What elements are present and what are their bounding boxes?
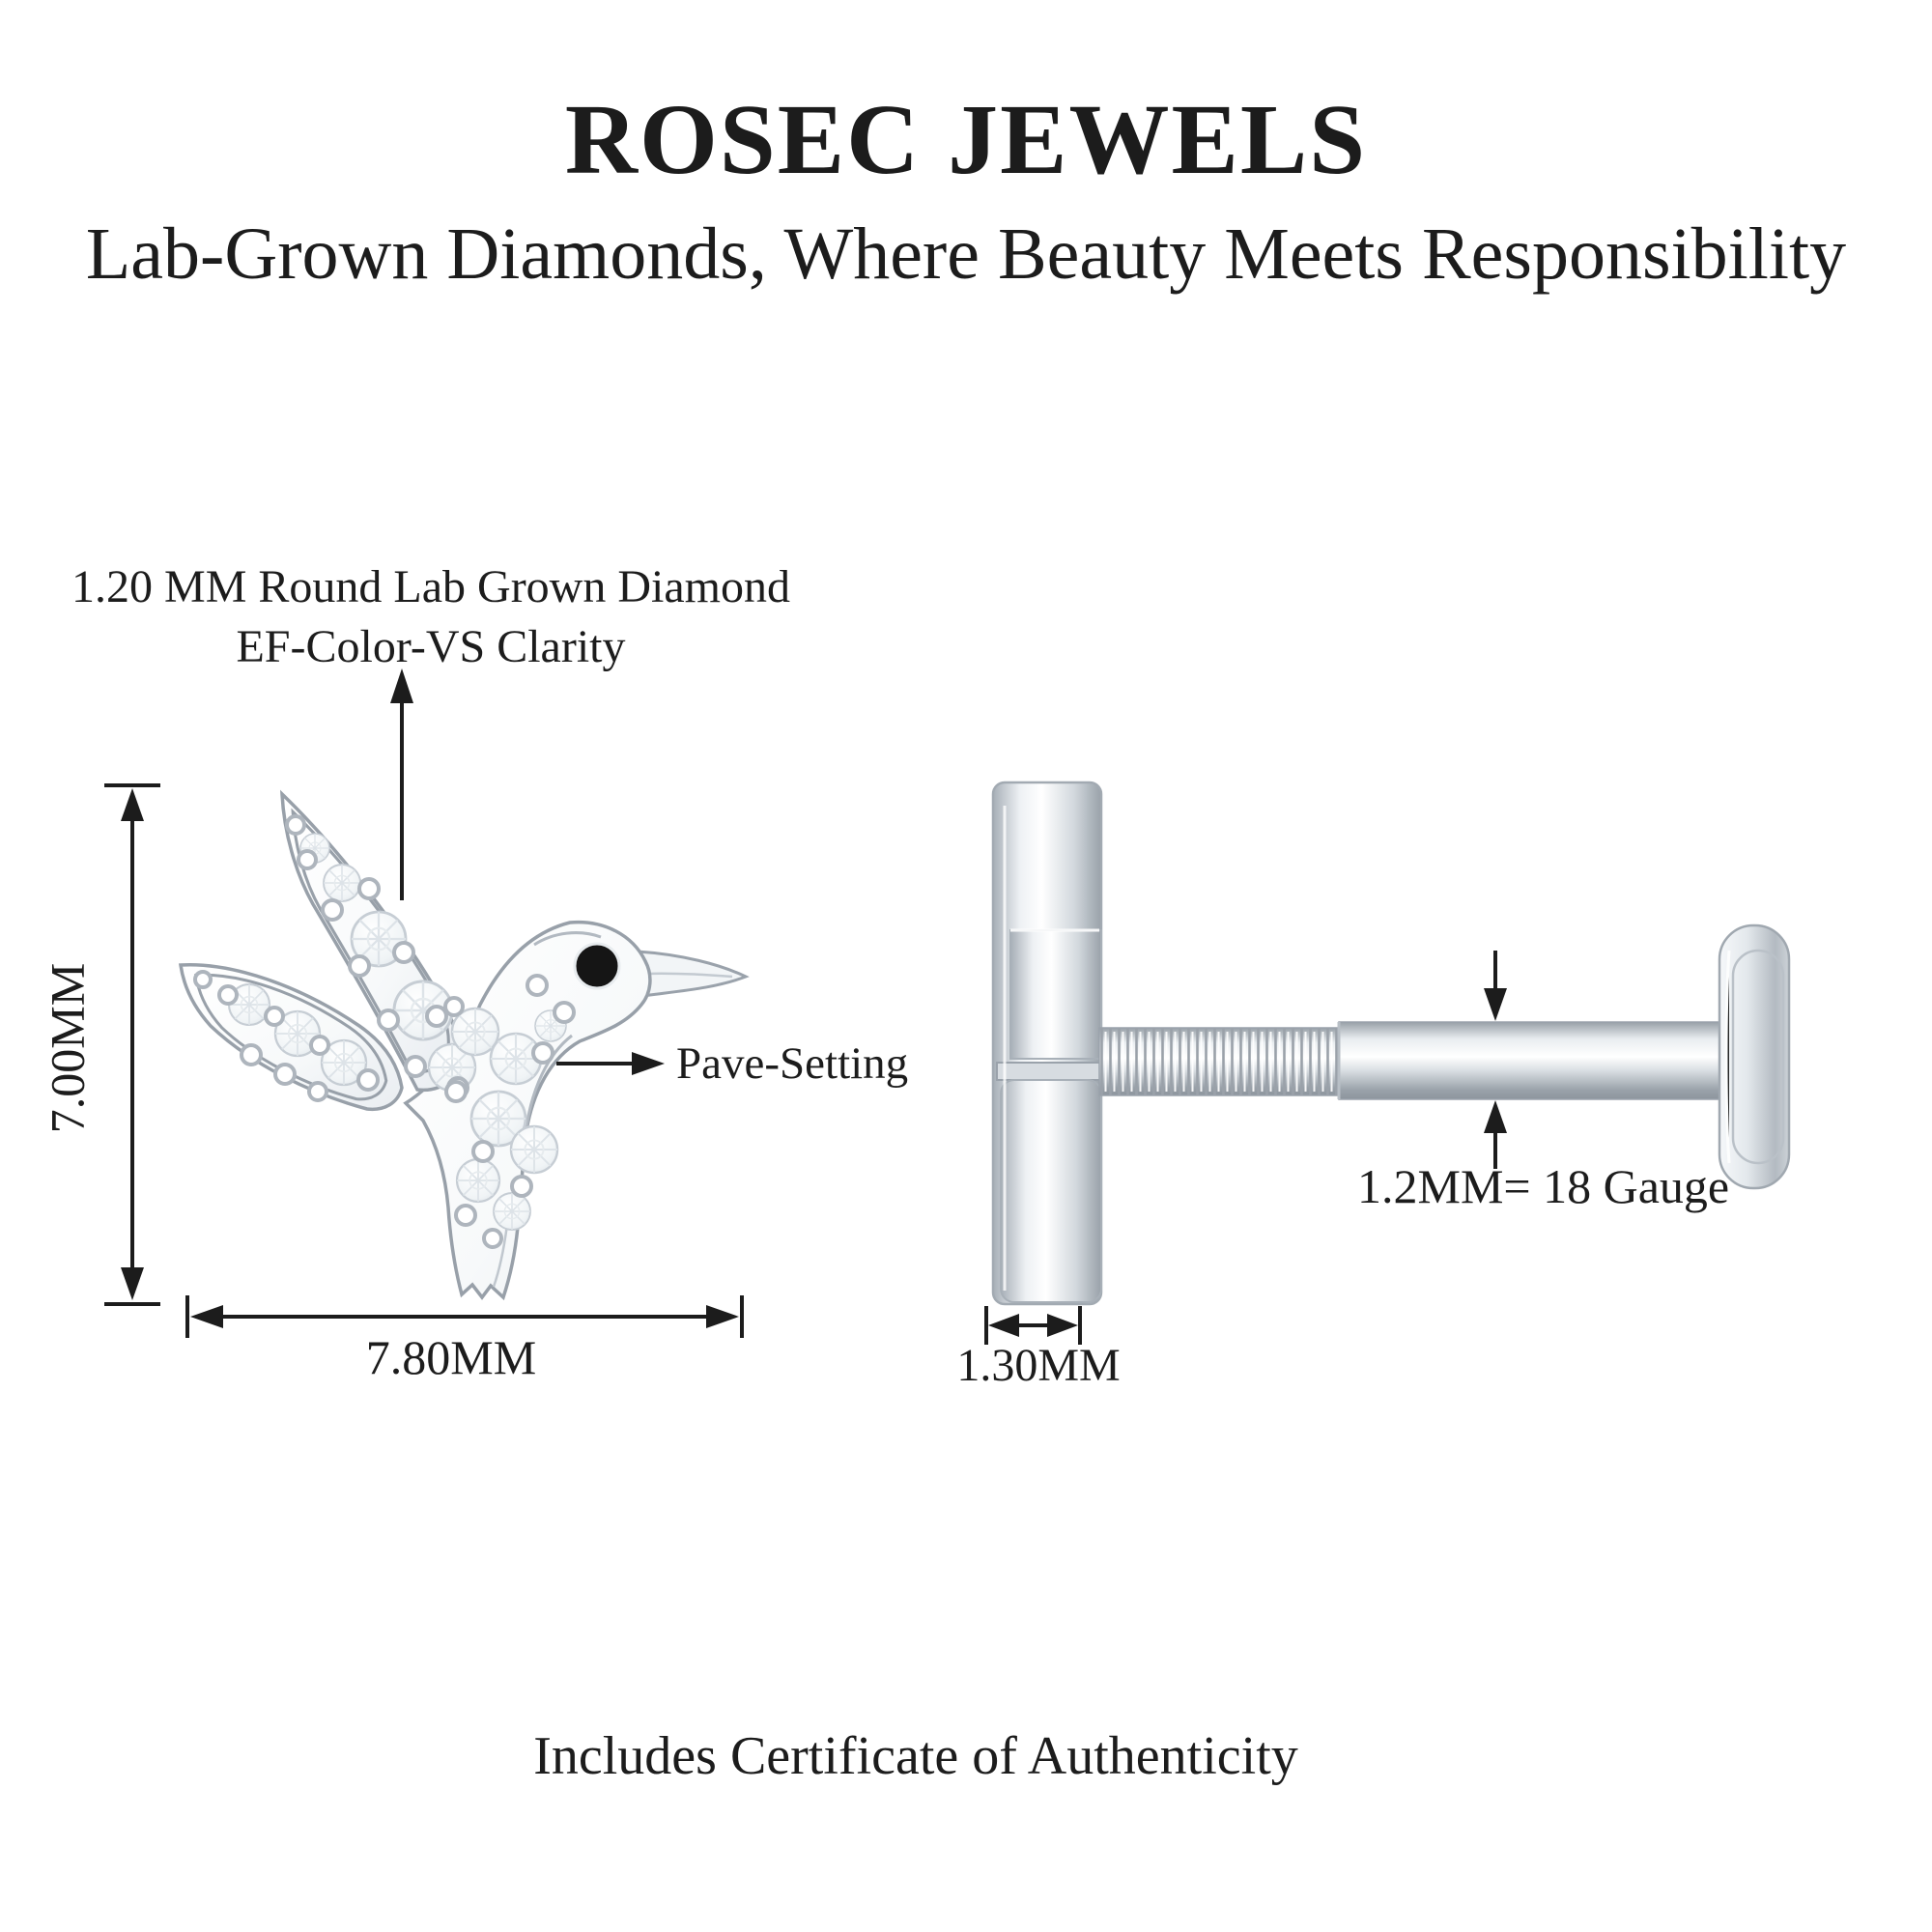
pave-setting-label: Pave-Setting <box>676 1038 909 1089</box>
bird-eye <box>575 944 619 988</box>
brand-title: ROSEC JEWELS <box>564 84 1368 195</box>
flat-back-disc <box>1719 925 1789 1188</box>
thickness-dimension-arrow <box>986 1306 1080 1345</box>
thickness-dimension-label: 1.30MM <box>956 1340 1121 1391</box>
brand-tagline: Lab-Grown Diamonds, Where Beauty Meets Responsibility <box>85 213 1847 295</box>
post-bar <box>1339 1018 1742 1103</box>
height-dimension-label: 7.00MM <box>40 962 95 1134</box>
certificate-note: Includes Certificate of Authenticity <box>533 1726 1298 1786</box>
width-dimension-label: 7.80MM <box>365 1330 537 1384</box>
charm-plate-side <box>993 782 1101 1304</box>
diamond-callout-line1: 1.20 MM Round Lab Grown Diamond <box>71 561 790 612</box>
pave-callout-arrow <box>556 1052 665 1075</box>
height-dimension-arrow <box>104 785 160 1304</box>
screw-threads <box>1099 1028 1343 1095</box>
gauge-dimension-label: 1.2MM= 18 Gauge <box>1357 1159 1730 1213</box>
screw-back-side-view <box>993 782 1789 1304</box>
hummingbird-front-view <box>181 794 746 1297</box>
diamond-callout-line2: EF-Color-VS Clarity <box>236 621 626 672</box>
diamond-callout-arrow <box>390 668 413 900</box>
